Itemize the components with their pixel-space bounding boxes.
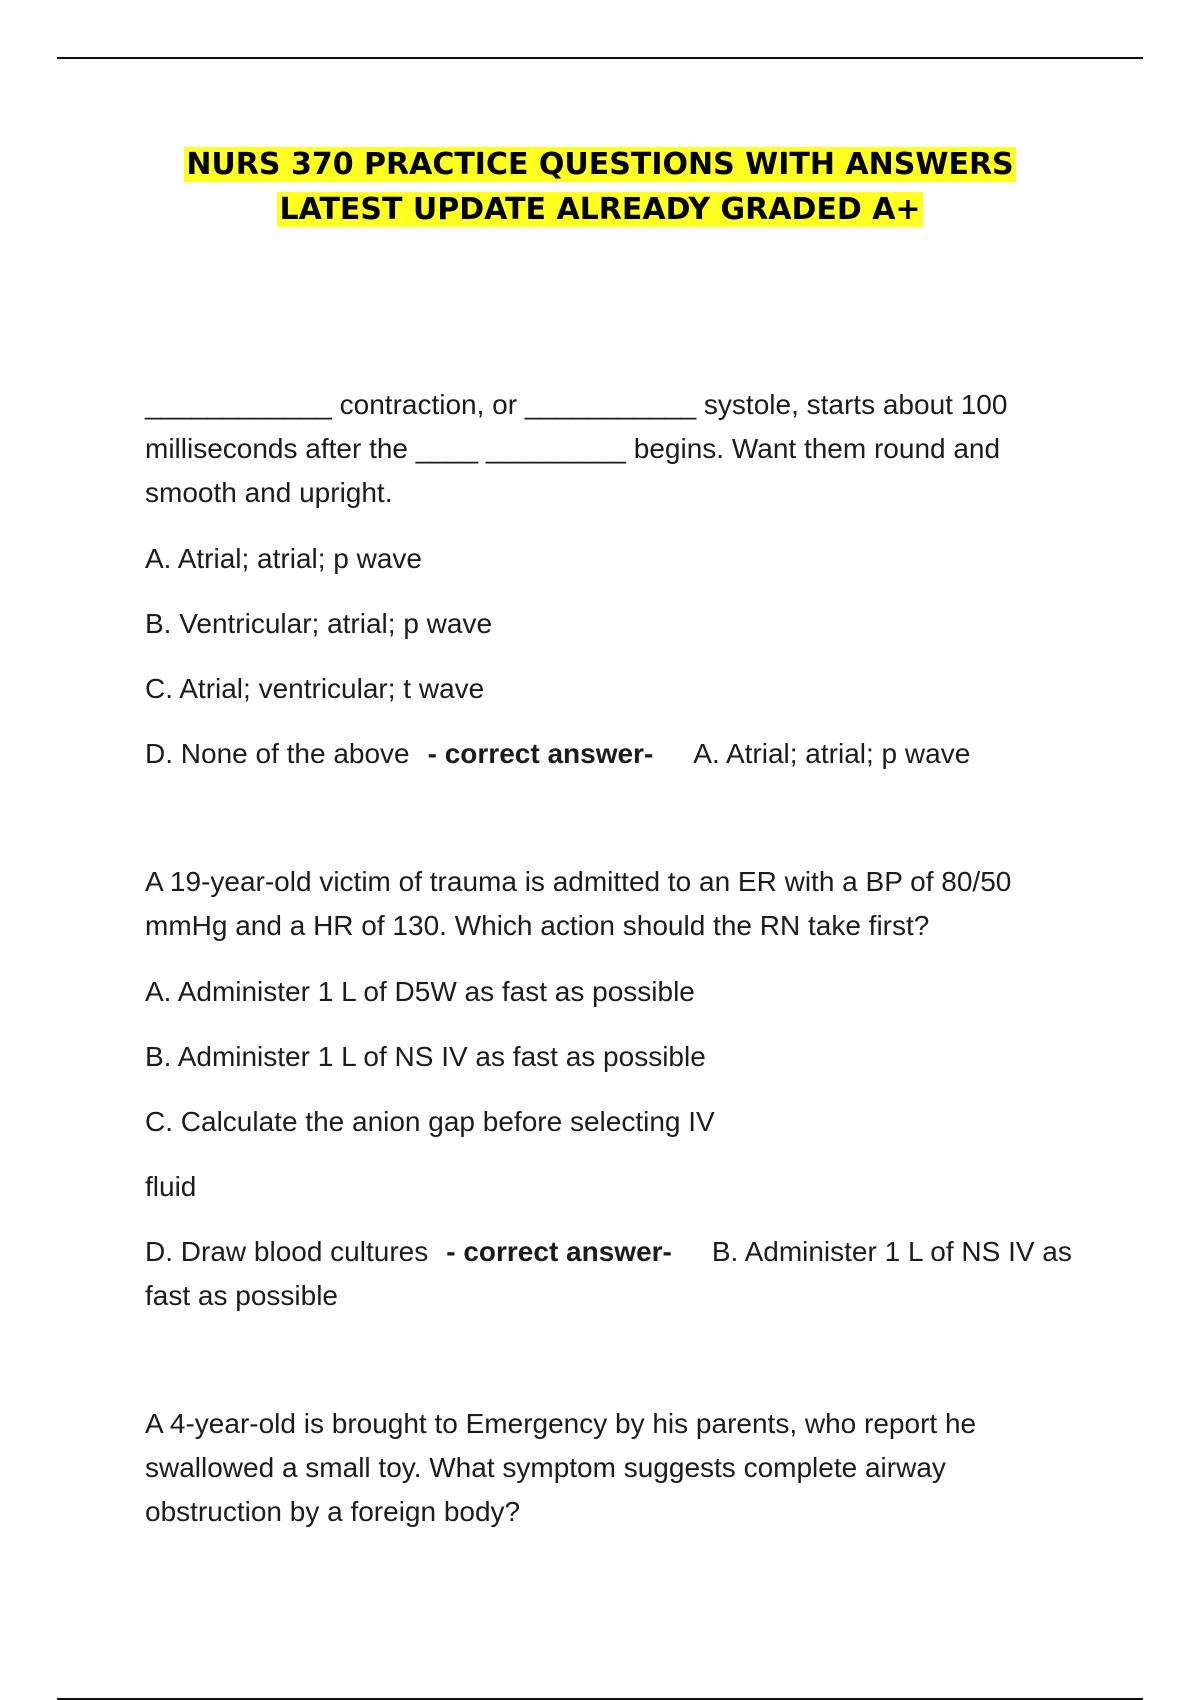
option-a: A. Administer 1 L of D5W as fast as possible [145, 976, 695, 1007]
answer-text: A. Atrial; atrial; p wave [693, 738, 971, 769]
correct-answer-label: - correct answer- [427, 738, 654, 769]
question-stem: A 19-year-old victim of trauma is admitted to an ER with a BP of 80/50 mmHg and a HR of 130. Which action should the RN take first? [145, 866, 1012, 941]
option-c: C. Atrial; ventricular; t wave [145, 673, 485, 704]
option-d-with-answer [145, 732, 1085, 776]
title-line-2: LATEST UPDATE ALREADY GRADED A+ [279, 192, 921, 227]
option-b: B. Administer 1 L of NS IV as fast as possible [145, 1041, 706, 1072]
option-c: C. Calculate the anion gap before selecting IV [145, 1106, 715, 1137]
document-title [0, 142, 1200, 232]
correct-answer-label: - correct answer- [446, 1236, 672, 1267]
option-d-with-answer [145, 1230, 1085, 1318]
question-stem: A 4-year-old is brought to Emergency by his parents, who report he swallowed a small toy. What symptom suggests complete airway obstruction by a foreign body? [145, 1408, 977, 1527]
option-d: D. Draw blood cultures [145, 1236, 429, 1267]
question-3 [145, 1402, 1085, 1534]
question-1 [145, 383, 1085, 776]
answer-text: B. Administer 1 L of NS IV as fast as possible [145, 1236, 1072, 1311]
option-d: D. None of the above [145, 738, 410, 769]
document-body [145, 383, 1085, 1556]
option-a: A. Atrial; atrial; p wave [145, 543, 423, 574]
option-c-continued: fluid [145, 1171, 197, 1202]
question-2 [145, 860, 1085, 1318]
question-spacer [145, 1318, 1085, 1402]
title-line-1: NURS 370 PRACTICE QUESTIONS WITH ANSWERS [186, 147, 1014, 182]
question-spacer [145, 776, 1085, 860]
option-b: B. Ventricular; atrial; p wave [145, 608, 493, 639]
header-rule [57, 57, 1143, 59]
question-stem: ____________ contraction, or ___________ systole, starts about 100 milliseconds after the ____ _________ begins. Want them round and smooth and upright. [145, 389, 1008, 508]
